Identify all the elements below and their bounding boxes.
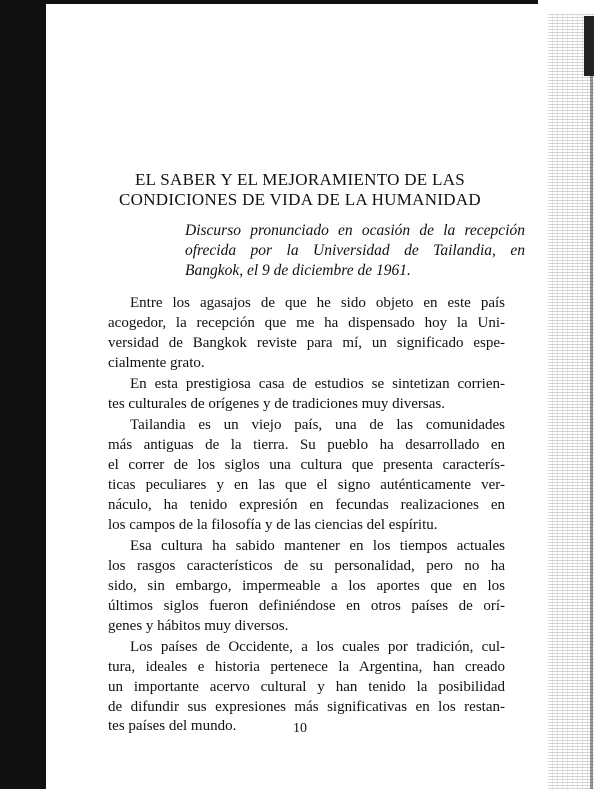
body-line: Entre los agasajos de que he sido objeto en este país (130, 295, 505, 311)
body-line: acogedor, la recepción que me ha dispensado hoy la Uni- (108, 315, 505, 331)
page-number: 10 (293, 721, 307, 736)
scan-right-edge-texture (548, 14, 594, 789)
subtitle-line: Bangkok, el 9 de diciembre de 1961. (185, 262, 411, 279)
body-line: versidad de Bangkok reviste para mí, un significado espe- (108, 335, 505, 351)
body-line: tes culturales de orígenes y de tradiciones muy diversas. (108, 396, 445, 412)
body-line: tes países del mundo. (108, 718, 237, 734)
body-line: el correr de los siglos una cultura que presenta caracterís- (108, 457, 505, 473)
body-line: cialmente grato. (108, 355, 205, 371)
body-line: últimos siglos fueron definiéndose en otros países de orí- (108, 598, 505, 614)
body-line: los rasgos característicos de su personalidad, pero no ha (108, 558, 505, 574)
body-line: Esa cultura ha sabido mantener en los tiempos actuales (130, 538, 505, 554)
body-line: En esta prestigiosa casa de estudios se sintetizan corrien- (130, 376, 505, 392)
body-line: de difundir sus expresiones más significativas en los restan- (108, 699, 505, 715)
scan-left-edge (0, 0, 46, 789)
body-line: ticas peculiares y en las que el signo auténticamente ver- (108, 477, 505, 493)
scan-right-edge-line (590, 76, 593, 789)
title-line: EL SABER Y EL MEJORAMIENTO DE LAS (134, 170, 466, 189)
title-line: CONDICIONES DE VIDA DE LA HUMANIDAD (119, 190, 481, 209)
subtitle-line: ofrecida por la Universidad de Tailandia, en (185, 242, 525, 259)
subtitle-line: Discurso pronunciado en ocasión de la recepción (185, 222, 525, 239)
body-line: genes y hábitos muy diversos. (108, 618, 289, 634)
body-line: náculo, ha tenido expresión en fecundas realizaciones en (108, 497, 505, 513)
scan-top-edge (0, 0, 600, 4)
body-line: los campos de la filosofía y de las ciencias del espíritu. (108, 517, 438, 533)
body-line: sido, sin embargo, impermeable a los aportes que en los (108, 578, 505, 594)
body-line: Los países de Occidente, a los cuales por tradición, cul- (130, 639, 505, 655)
body-line: tura, ideales e historia pertenece la Argentina, han creado (108, 659, 505, 675)
body-line: un importante acervo cultural y han tenido la posibilidad (108, 679, 505, 695)
body-line: Tailandia es un viejo país, una de las comunidades (130, 417, 505, 433)
scan-right-edge-shadow (584, 16, 594, 76)
body-line: más antiguas de la tierra. Su pueblo ha desarrollado en (108, 437, 505, 453)
